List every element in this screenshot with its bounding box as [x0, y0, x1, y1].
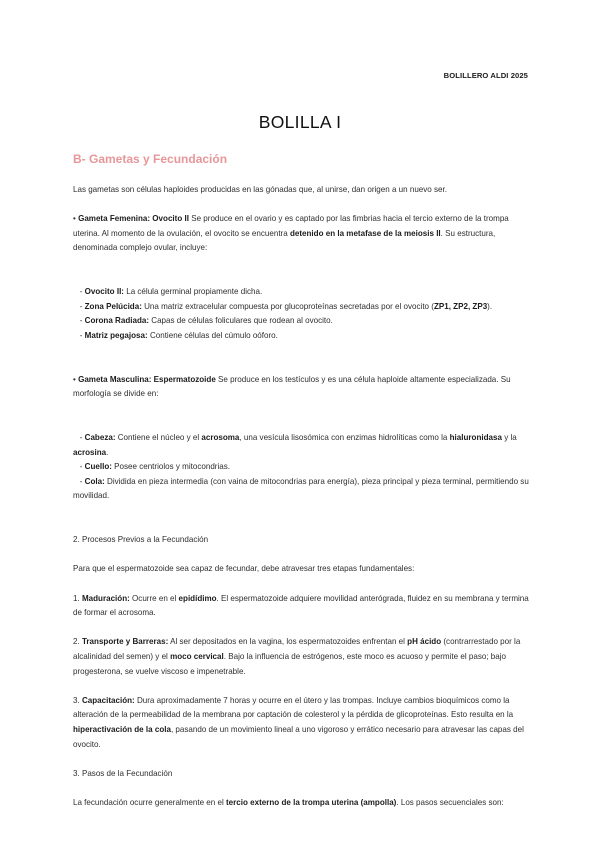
text-run: . El espermatozoide adquiere movilidad anterógrada, fluidez en su membrana y termina de formar el acrosoma.: [73, 593, 529, 618]
spacer: [73, 504, 529, 519]
item-label: Cabeza:: [84, 433, 116, 443]
section-heading: B- Gametas y Fecundación: [73, 152, 228, 166]
item-label: Matriz pegajosa:: [84, 330, 148, 340]
item-label: Transporte y Barreras:: [81, 637, 169, 647]
procesos-intro: Para que el espermatozoide sea capaz de fecundar, debe atravesar tres etapas fundamentales:: [73, 564, 415, 574]
item-prefix: -: [79, 301, 85, 311]
item-text: , una vesícula lisosómica con enzimas hidrolíticas como la: [239, 433, 450, 443]
text-run: . Su estructura, denominada complejo ovular, incluye:: [73, 228, 496, 253]
bold-run: ZP1, ZP2, ZP3: [433, 301, 488, 311]
item-label: Ovocito II:: [84, 287, 124, 297]
bold-run: detenido en la metafase de la meiosis II: [289, 228, 441, 238]
item-prefix: -: [79, 462, 85, 472]
bold-run: hialuronidasa: [449, 433, 502, 443]
item-prefix: -: [79, 476, 85, 486]
spacer: [73, 256, 529, 271]
text-run: La fecundación ocurre generalmente en el: [73, 797, 226, 807]
list-item: [73, 314, 529, 329]
item-text: Posee centriolos y mitocondrias.: [111, 462, 230, 472]
capacitacion-paragraph: [73, 694, 529, 752]
document-title: BOLILLA I: [258, 112, 342, 132]
text-run: Ocurre en el: [129, 593, 179, 603]
header-tag: BOLILLERO ALDI 2025: [443, 71, 528, 80]
list-item: [73, 475, 529, 504]
bold-run: acrosoma: [201, 433, 240, 443]
bold-run: tercio externo de la trompa uterina (ampolla): [226, 797, 397, 807]
transporte-paragraph: [73, 635, 529, 679]
bold-run: epidídimo: [178, 593, 217, 603]
item-prefix: -: [79, 287, 85, 297]
spacer: [73, 344, 529, 359]
male-gamete-label: Gameta Masculina: Espermatozoide: [78, 374, 216, 384]
text-run: Dura aproximadamente 7 horas y ocurre en el útero y las trompas. Incluye cambios bioquímicos como la alteración de la permeabilidad de la membrana por captación de colesterol y la pérdida de glicoproteínas. Esto resulta en la: [73, 695, 514, 720]
female-gamete-paragraph: [73, 212, 529, 256]
bold-run: moco cervical: [170, 652, 224, 661]
bold-run: acrosina: [73, 447, 107, 457]
pasos-heading: 3. Pasos de la Fecundación: [73, 768, 173, 778]
item-text: Capas de células foliculares que rodean al ovocito.: [149, 316, 333, 326]
item-label: Cola:: [84, 476, 105, 486]
text-run: Al ser depositados en la vagina, los espermatozoides enfrentan el: [168, 637, 408, 647]
list-item: [73, 329, 529, 344]
document-body: [73, 183, 529, 825]
item-label: Corona Radiada:: [84, 316, 150, 326]
item-number: 3.: [73, 695, 82, 705]
item-text: .: [106, 447, 109, 457]
intro-paragraph: Las gametas son células haploides producidas en las gónadas que, al unirse, dan origen a un nuevo ser.: [73, 185, 447, 194]
pasos-paragraph: [73, 796, 529, 811]
bold-run: hiperactivación de la cola: [73, 724, 171, 734]
text-run: . Los pasos secuenciales son:: [396, 797, 504, 807]
bullet: •: [73, 374, 79, 384]
list-item: [73, 300, 529, 315]
item-text: Una matriz extracelular compuesta por glucoproteínas secretadas por el ovocito (: [141, 301, 434, 311]
item-prefix: -: [79, 316, 85, 326]
item-number: 1.: [73, 593, 82, 603]
item-text: y la: [501, 433, 517, 443]
text-run: , pasando de un movimiento lineal a uno vigoroso y errático necesario para atravesar las capas del ovocito.: [73, 724, 524, 749]
item-prefix: -: [79, 433, 85, 443]
item-text: Contiene el núcleo y el: [115, 433, 202, 443]
bold-run: pH ácido: [407, 637, 442, 647]
text-run: Se produce en el ovario y es captado por las fimbrias hacia el tercio externo de la trompa uterina. Al momento de la ovulación, el ovocito se encuentra: [73, 214, 509, 238]
spacer: [73, 402, 529, 417]
text-run: (contrarrestado por la alcalinidad del semen) y el: [73, 637, 521, 661]
item-label: Cuello:: [84, 462, 112, 472]
text-run: Se produce en los testículos y es una célula haploide altamente especializada. Su morfología se divide en:: [73, 374, 511, 399]
male-gamete-paragraph: [73, 373, 529, 402]
item-text: Dividida en pieza intermedia (con vaina de mitocondrias para energía), pieza principal y pieza terminal, permitiendo su movilidad.: [73, 476, 529, 501]
item-label: Capacitación:: [81, 695, 135, 705]
item-label: Zona Pelúcida:: [84, 301, 142, 311]
text-run: . Bajo la influencia de estrógenos, este moco es acuoso y permite el paso; bajo progesterona, se vuelve viscoso e impenetrable.: [73, 652, 507, 676]
list-item: [73, 285, 529, 300]
item-text: La célula germinal propiamente dicha.: [123, 287, 263, 297]
female-gamete-label: Gameta Femenina: Ovocito II: [78, 214, 189, 224]
list-item: [73, 460, 529, 475]
maduracion-paragraph: [73, 592, 529, 621]
item-label: Maduración:: [81, 593, 130, 603]
bullet: •: [73, 214, 79, 224]
list-item: [73, 431, 529, 460]
item-text: Contiene células del cúmulo oóforo.: [147, 330, 278, 340]
procesos-heading: 2. Procesos Previos a la Fecundación: [73, 535, 209, 545]
item-prefix: -: [79, 330, 85, 340]
item-number: 2.: [73, 637, 82, 647]
item-text: ).: [487, 301, 493, 311]
